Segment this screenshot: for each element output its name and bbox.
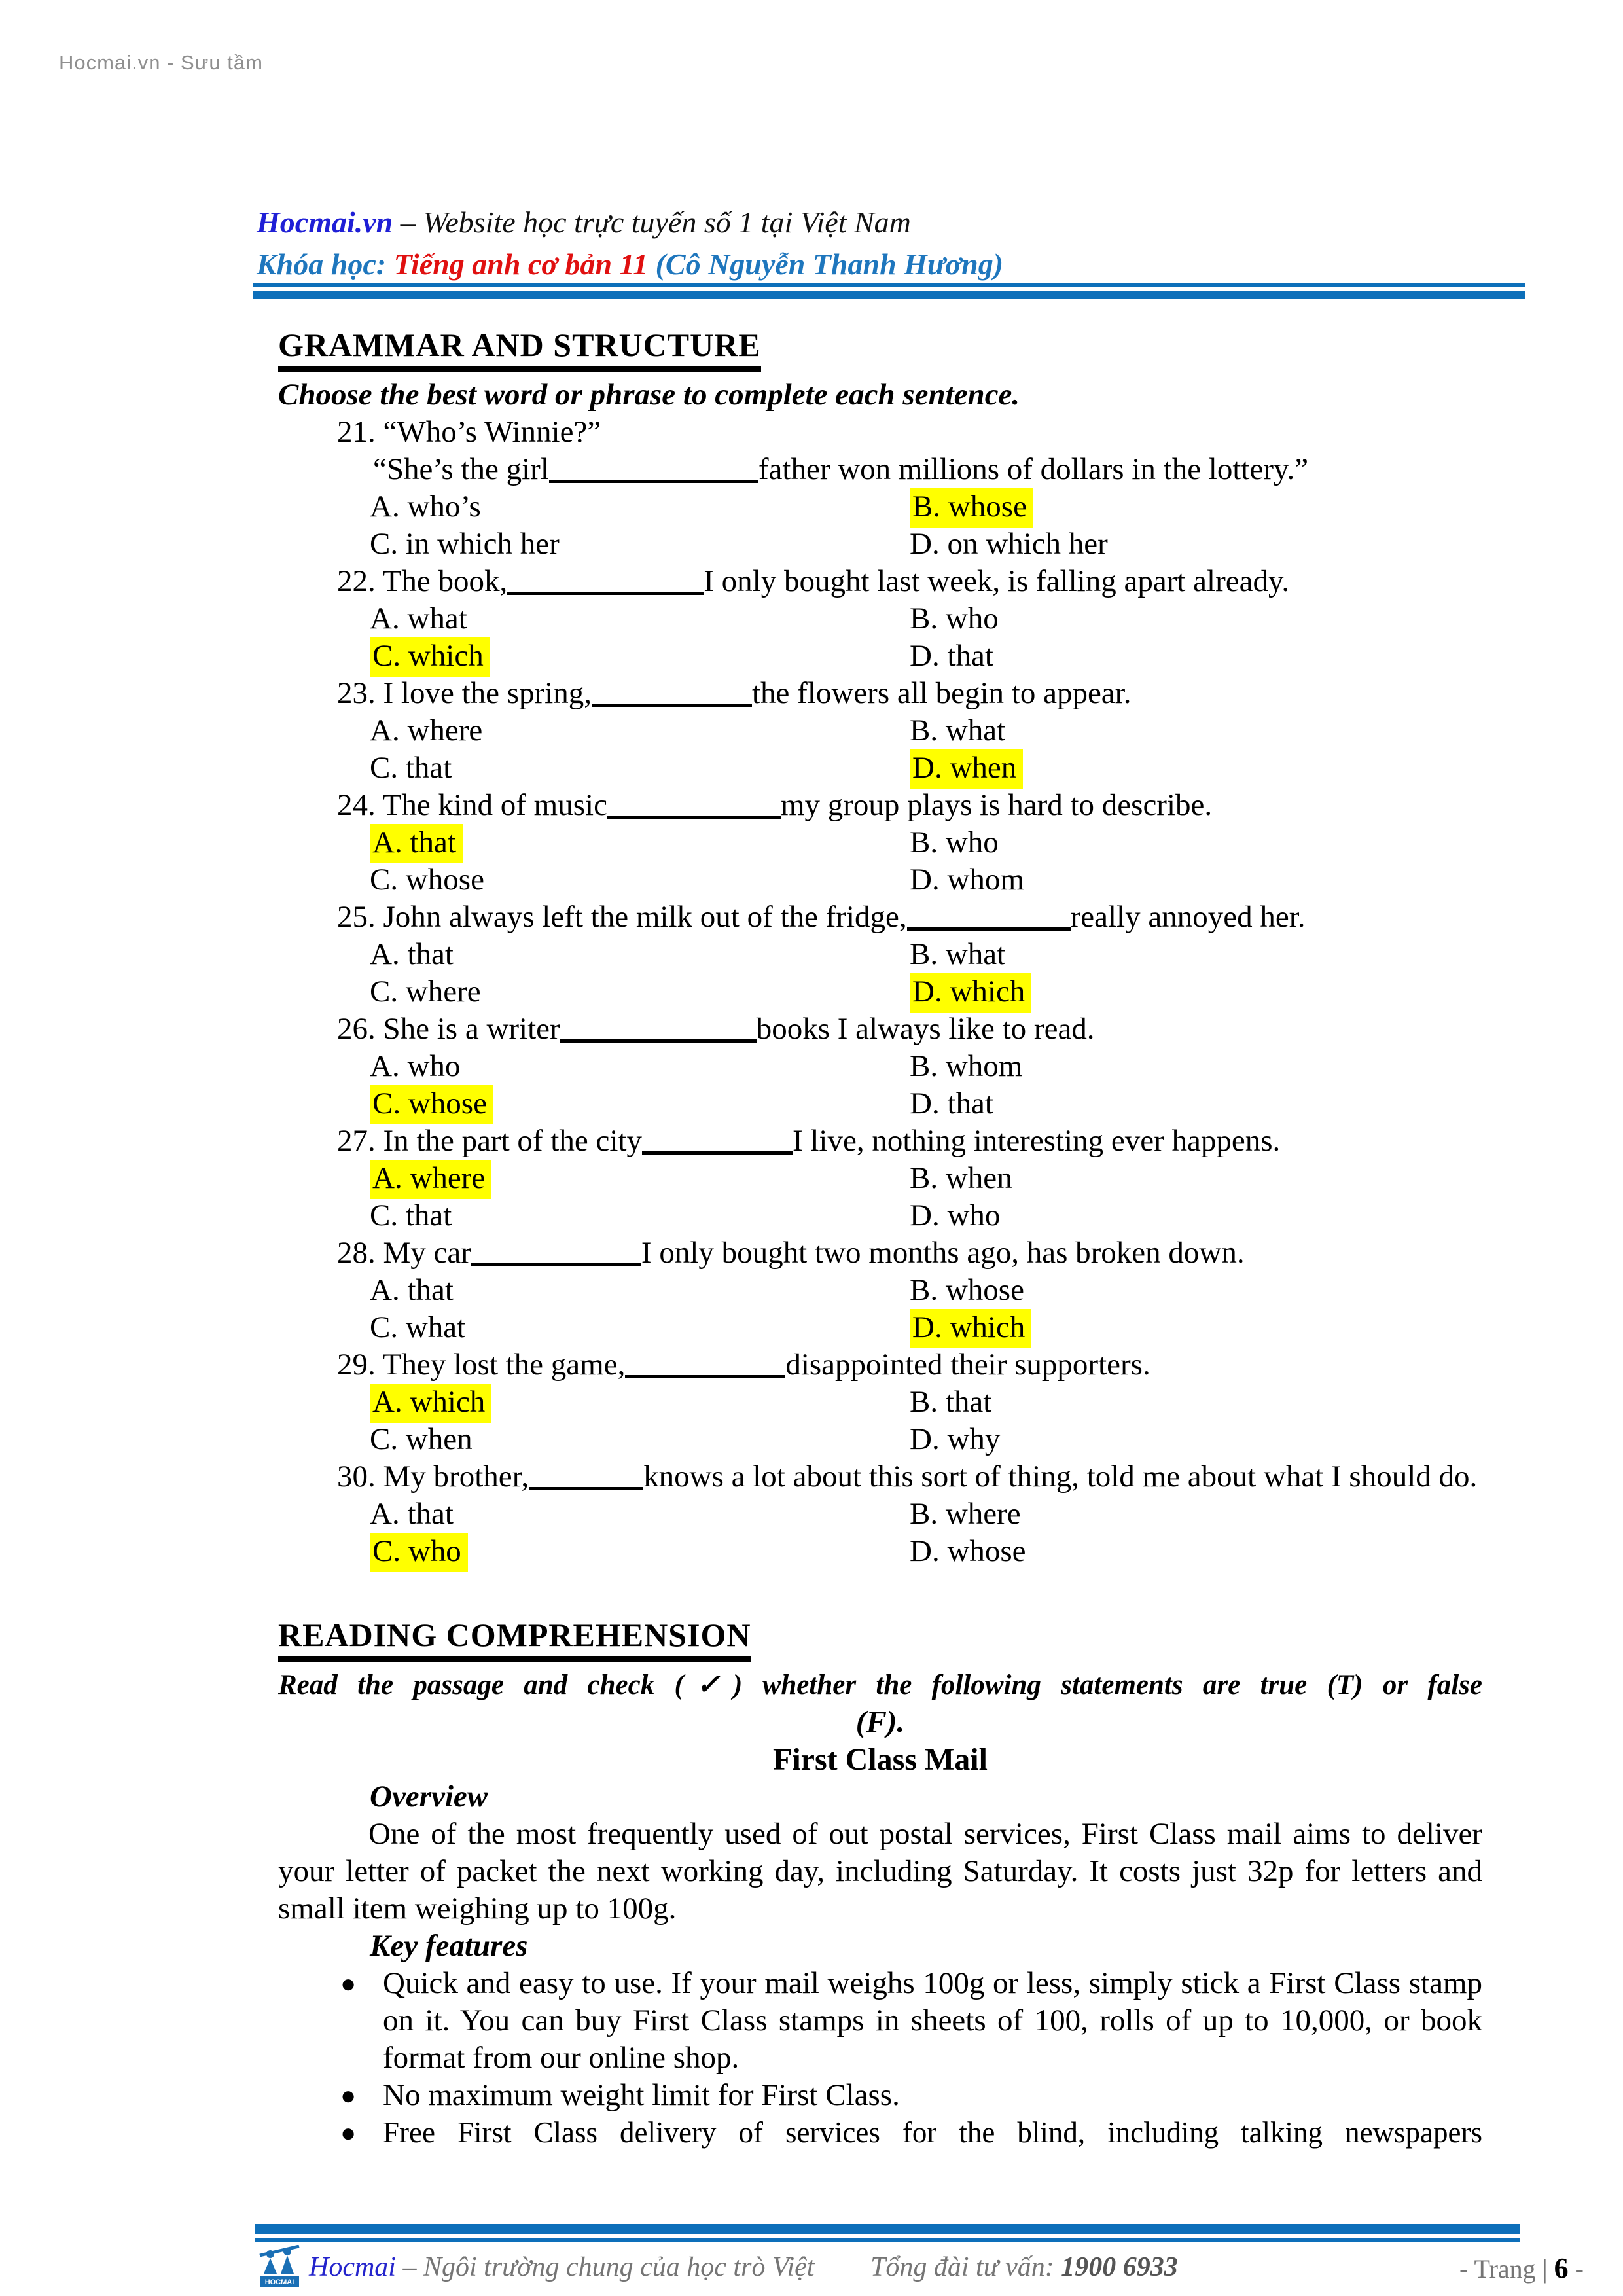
option bbox=[910, 1421, 1482, 1458]
option-text-highlighted: C. who bbox=[370, 1533, 468, 1572]
option-text: B. whose bbox=[910, 1273, 1024, 1307]
option-text: B. what bbox=[910, 713, 1006, 747]
key-features-heading: Key features bbox=[370, 1929, 528, 1963]
option bbox=[910, 824, 1482, 861]
option-text: D. why bbox=[910, 1422, 1001, 1456]
option bbox=[370, 936, 910, 973]
option-text: C. when bbox=[370, 1422, 473, 1456]
answer-blank bbox=[529, 1480, 643, 1490]
option bbox=[910, 637, 1482, 675]
answer-blank bbox=[507, 585, 704, 595]
options-row bbox=[278, 1272, 1482, 1309]
options-row bbox=[278, 712, 1482, 749]
option-text-highlighted: C. which bbox=[370, 637, 490, 677]
header-divider-thick-line bbox=[253, 291, 1525, 299]
option-text-highlighted: D. which bbox=[910, 973, 1031, 1013]
footer-brand-tagline: – Ngôi trường chung của học trò Việt bbox=[395, 2252, 815, 2282]
option-text-highlighted: A. where bbox=[370, 1160, 491, 1199]
page-number-indicator bbox=[1459, 2251, 1584, 2285]
option bbox=[910, 1309, 1482, 1346]
option-text: D. whose bbox=[910, 1534, 1026, 1568]
option bbox=[370, 1085, 910, 1122]
option bbox=[910, 526, 1482, 563]
option-text: B. that bbox=[910, 1385, 992, 1419]
option bbox=[370, 637, 910, 675]
question-stem: 21. “Who’s Winnie?” bbox=[337, 415, 601, 449]
options-row bbox=[278, 1496, 1482, 1533]
option-text: A. that bbox=[370, 937, 454, 971]
site-tagline: – Website học trực tuyến số 1 tại Việt Nam bbox=[393, 206, 911, 239]
grammar-section-title: GRAMMAR AND STRUCTURE bbox=[278, 326, 761, 372]
answer-blank bbox=[549, 473, 758, 483]
hotline-label: Tổng đài tư vấn: bbox=[870, 2252, 1061, 2282]
passage-title: First Class Mail bbox=[773, 1742, 988, 1777]
svg-text:HOCMAI: HOCMAI bbox=[264, 2278, 294, 2286]
option bbox=[910, 1533, 1482, 1570]
option bbox=[370, 712, 910, 749]
options-row bbox=[278, 526, 1482, 563]
option-text: C. where bbox=[370, 975, 481, 1009]
grammar-section bbox=[278, 326, 1482, 372]
reading-instruction-line2: (F). bbox=[855, 1705, 905, 1739]
grammar-instruction: Choose the best word or phrase to complete each sentence. bbox=[278, 378, 1020, 412]
overview-heading: Overview bbox=[370, 1780, 488, 1814]
footer-hotline bbox=[870, 2251, 1178, 2283]
option bbox=[910, 1197, 1482, 1234]
hotline-number: 1900 6933 bbox=[1061, 2252, 1178, 2282]
options-row bbox=[278, 973, 1482, 1011]
option bbox=[370, 1421, 910, 1458]
option-text-highlighted: C. whose bbox=[370, 1085, 493, 1124]
option-text: A. that bbox=[370, 1273, 454, 1307]
document-body bbox=[278, 326, 1482, 2151]
page-number-prefix: - Trang | bbox=[1459, 2254, 1554, 2284]
option bbox=[370, 600, 910, 637]
option-text-highlighted: D. when bbox=[910, 749, 1023, 789]
option bbox=[370, 824, 910, 861]
bullet-icon: ● bbox=[340, 1969, 357, 1998]
question-stem: 27. In the part of the city I live, nothing interesting ever happens. bbox=[337, 1124, 1281, 1158]
options-row bbox=[278, 600, 1482, 637]
option-text: A. who bbox=[370, 1049, 461, 1083]
option bbox=[370, 1309, 910, 1346]
option-text: A. that bbox=[370, 1497, 454, 1531]
option-text: D. that bbox=[910, 1086, 993, 1121]
key-feature-item: ● Free First Class delivery of services for the blind, including talking newspapers bbox=[278, 2114, 1482, 2151]
option-text-highlighted: A. that bbox=[370, 824, 463, 863]
footer-divider-thin-line bbox=[255, 2238, 1520, 2242]
option-text-highlighted: B. whose bbox=[910, 488, 1033, 528]
answer-blank bbox=[560, 1033, 757, 1043]
option bbox=[910, 1048, 1482, 1085]
footer-divider bbox=[255, 2224, 1520, 2242]
option-text: D. that bbox=[910, 639, 993, 673]
option bbox=[910, 1085, 1482, 1122]
option bbox=[910, 749, 1482, 787]
page-number: 6 bbox=[1554, 2252, 1569, 2284]
option bbox=[910, 1272, 1482, 1309]
option-text-highlighted: D. which bbox=[910, 1309, 1031, 1348]
reading-section-title: READING COMPREHENSION bbox=[278, 1616, 751, 1662]
answer-blank bbox=[607, 809, 781, 819]
options-row bbox=[278, 488, 1482, 526]
corner-watermark: Hocmai.vn - Sưu tầm bbox=[59, 51, 263, 74]
course-name: Tiếng anh cơ bản 11 bbox=[393, 247, 656, 281]
hocmai-logo-icon bbox=[259, 2245, 300, 2296]
option-text: B. where bbox=[910, 1497, 1021, 1531]
options-row bbox=[278, 824, 1482, 861]
answer-blank bbox=[625, 1369, 785, 1378]
option bbox=[910, 973, 1482, 1011]
question-stem: 29. They lost the game, disappointed their supporters. bbox=[337, 1348, 1150, 1382]
option-text: C. that bbox=[370, 1198, 452, 1232]
question-stem: 23. I love the spring, the flowers all begin to appear. bbox=[337, 676, 1132, 710]
header-line-site bbox=[257, 202, 1526, 243]
option-text-highlighted: A. which bbox=[370, 1384, 491, 1423]
site-name: Hocmai.vn bbox=[257, 206, 393, 239]
option-text: B. who bbox=[910, 601, 999, 636]
option bbox=[370, 973, 910, 1011]
option bbox=[370, 526, 910, 563]
option bbox=[910, 861, 1482, 899]
option bbox=[370, 749, 910, 787]
options-row bbox=[278, 1309, 1482, 1346]
options-row bbox=[278, 1197, 1482, 1234]
option bbox=[370, 1384, 910, 1421]
key-feature-item: ● Quick and easy to use. If your mail weighs 100g or less, simply stick a First Class stamp on it. You can buy First Class stamps in sheets of 100, rolls of up to 10,000, or book format from our online shop. bbox=[340, 1966, 1482, 2075]
options-row bbox=[278, 1085, 1482, 1122]
options-row bbox=[278, 749, 1482, 787]
footer-brand: Hocmai bbox=[309, 2252, 396, 2282]
option bbox=[910, 1496, 1482, 1533]
option-text: A. who’s bbox=[370, 490, 481, 524]
option-text: C. in which her bbox=[370, 527, 560, 561]
option-text: B. when bbox=[910, 1161, 1012, 1195]
overview-paragraph: One of the most frequently used of out postal services, First Class mail aims to deliver your letter of packet the next working day, including Saturday. It costs just 32p for letters and small item weighing up to 100g. bbox=[278, 1817, 1482, 1926]
footer-brand-line bbox=[309, 2251, 814, 2283]
options-row bbox=[278, 1048, 1482, 1085]
option bbox=[370, 1272, 910, 1309]
option-text: B. whom bbox=[910, 1049, 1023, 1083]
questions bbox=[278, 414, 1482, 1570]
option-text: B. who bbox=[910, 825, 999, 859]
options-row bbox=[278, 936, 1482, 973]
option bbox=[910, 488, 1482, 526]
footer-divider-thick-line bbox=[255, 2224, 1520, 2234]
option bbox=[910, 1384, 1482, 1421]
options-row bbox=[278, 637, 1482, 675]
reading-instruction-line1: Read the passage and check (✓) whether the following statements are true (T) or false bbox=[278, 1670, 1482, 1700]
option bbox=[370, 1197, 910, 1234]
options-row bbox=[278, 1421, 1482, 1458]
option bbox=[910, 936, 1482, 973]
options-row bbox=[278, 1533, 1482, 1570]
option bbox=[370, 1533, 910, 1570]
option bbox=[910, 600, 1482, 637]
answer-blank bbox=[907, 921, 1071, 931]
option-text: D. who bbox=[910, 1198, 1001, 1232]
bullet-icon: ● bbox=[340, 2081, 357, 2110]
question-stem-continued: “She’s the girl father won millions of dollars in the lottery.” bbox=[373, 452, 1309, 486]
answer-blank bbox=[592, 697, 752, 707]
question-stem: 30. My brother, knows a lot about this sort of thing, told me about what I should do. bbox=[337, 1460, 1478, 1494]
course-label: Khóa học: bbox=[257, 247, 394, 281]
option bbox=[370, 488, 910, 526]
page-header bbox=[257, 202, 1526, 285]
question-stem: 24. The kind of music my group plays is hard to describe. bbox=[337, 788, 1213, 822]
bullet-icon: ● bbox=[340, 2118, 357, 2147]
page-number-suffix: - bbox=[1568, 2254, 1584, 2284]
options-row bbox=[278, 1384, 1482, 1421]
question-stem: 22. The book, I only bought last week, is falling apart already. bbox=[337, 564, 1290, 598]
option-text: D. on which her bbox=[910, 527, 1108, 561]
key-feature-item: ● No maximum weight limit for First Class. bbox=[278, 2077, 1482, 2114]
options-row bbox=[278, 1160, 1482, 1197]
question-stem: 26. She is a writer books I always like to read. bbox=[337, 1012, 1095, 1046]
answer-blank bbox=[642, 1145, 793, 1155]
option-text: C. what bbox=[370, 1310, 466, 1344]
header-line-course bbox=[257, 243, 1526, 285]
option-text: B. what bbox=[910, 937, 1006, 971]
option bbox=[370, 861, 910, 899]
option-text: C. whose bbox=[370, 863, 484, 897]
key-features-list bbox=[278, 1965, 1482, 2151]
reading-section bbox=[278, 1616, 1482, 2151]
option bbox=[370, 1048, 910, 1085]
option bbox=[910, 1160, 1482, 1197]
option bbox=[370, 1496, 910, 1533]
option bbox=[910, 712, 1482, 749]
option bbox=[370, 1160, 910, 1197]
question-stem: 28. My car I only bought two months ago, has broken down. bbox=[337, 1236, 1245, 1270]
option-text: C. that bbox=[370, 751, 452, 785]
header-divider bbox=[253, 283, 1525, 299]
options-row bbox=[278, 861, 1482, 899]
option-text: A. what bbox=[370, 601, 467, 636]
answer-blank bbox=[471, 1257, 641, 1266]
course-teacher: (Cô Nguyễn Thanh Hương) bbox=[655, 247, 1004, 281]
option-text: D. whom bbox=[910, 863, 1024, 897]
question-stem: 25. John always left the milk out of the fridge, really annoyed her. bbox=[337, 900, 1306, 934]
option-text: A. where bbox=[370, 713, 483, 747]
